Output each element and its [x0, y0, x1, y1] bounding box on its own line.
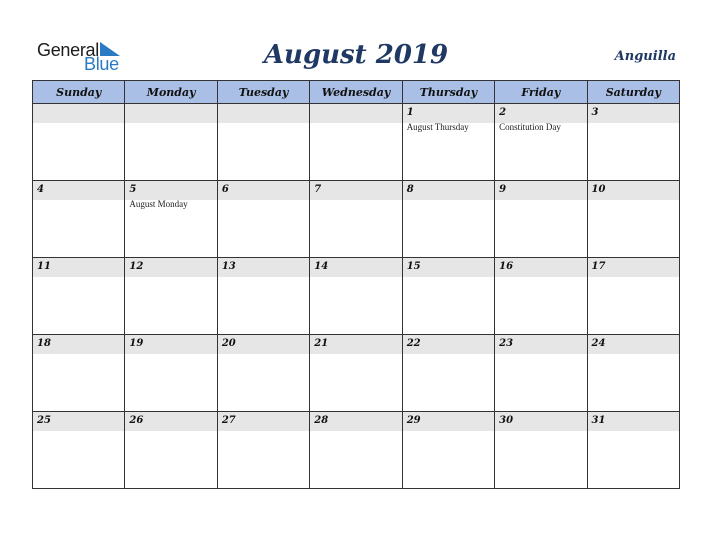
day-number: 21 [314, 338, 329, 349]
day-cell [33, 335, 125, 412]
day-number-bar [218, 181, 309, 200]
day-number: 9 [499, 184, 507, 195]
day-number-bar [310, 412, 401, 431]
day-number: 19 [129, 338, 144, 349]
day-cell [495, 335, 587, 412]
day-cell [587, 258, 679, 335]
day-number: 25 [37, 415, 51, 426]
week-row [33, 181, 680, 258]
day-number-bar [218, 412, 309, 431]
day-number: 26 [129, 415, 144, 426]
day-number: 7 [314, 184, 322, 195]
day-cell [587, 181, 679, 258]
day-number: 8 [406, 184, 414, 195]
day-cell [310, 104, 402, 181]
day-number: 14 [314, 261, 329, 272]
day-number: 15 [406, 261, 421, 272]
day-number-bar [125, 412, 216, 431]
calendar-body [33, 104, 680, 489]
day-cell [125, 258, 217, 335]
day-number: 20 [221, 338, 236, 349]
day-number-bar [495, 181, 586, 200]
weekday-sunday: Sunday [33, 81, 125, 104]
day-number-bar [33, 258, 124, 277]
day-cell [310, 412, 402, 489]
day-number-bar [403, 412, 494, 431]
day-cell [402, 181, 494, 258]
day-cell [402, 104, 494, 181]
week-row [33, 335, 680, 412]
day-number-bar [495, 104, 586, 123]
day-number: 31 [591, 415, 606, 426]
day-number-bar [588, 412, 679, 431]
day-number: 10 [591, 184, 606, 195]
day-number-bar [588, 181, 679, 200]
day-number-bar [33, 181, 124, 200]
day-number-bar [495, 412, 586, 431]
day-number-bar [310, 335, 401, 354]
day-number: 3 [591, 107, 599, 118]
day-number-bar [310, 104, 401, 123]
day-number-bar [33, 335, 124, 354]
day-cell [33, 181, 125, 258]
day-number-bar [495, 258, 586, 277]
day-cell [217, 412, 309, 489]
holiday-label: Constitution Day [499, 122, 561, 132]
day-cell [217, 258, 309, 335]
day-cell [495, 412, 587, 489]
day-cell [402, 335, 494, 412]
day-number: 30 [499, 415, 514, 426]
day-cell [33, 258, 125, 335]
day-number-bar [495, 335, 586, 354]
day-number: 23 [499, 338, 514, 349]
day-number: 11 [37, 261, 51, 272]
day-number-bar [588, 335, 679, 354]
day-number: 13 [221, 261, 236, 272]
weekday-saturday: Saturday [587, 81, 679, 104]
day-number: 1 [406, 107, 414, 118]
weekday-tuesday: Tuesday [217, 81, 309, 104]
weekday-thursday: Thursday [402, 81, 494, 104]
day-number-bar [310, 258, 401, 277]
day-number-bar [125, 258, 216, 277]
day-cell [125, 104, 217, 181]
day-number-bar [33, 412, 124, 431]
day-number-bar [125, 104, 216, 123]
day-cell [587, 412, 679, 489]
week-row [33, 104, 680, 181]
calendar-title: August 2019 [263, 40, 449, 70]
week-row [33, 412, 680, 489]
day-number-bar [403, 181, 494, 200]
day-number: 18 [37, 338, 51, 349]
day-number: 12 [129, 261, 144, 272]
day-cell [495, 181, 587, 258]
day-number: 5 [129, 184, 137, 195]
day-cell [495, 104, 587, 181]
holiday-label: August Thursday [406, 122, 469, 132]
logo-word-general: General [37, 40, 99, 60]
day-cell [217, 104, 309, 181]
day-cell [217, 335, 309, 412]
day-cell [33, 104, 125, 181]
day-cell [402, 412, 494, 489]
day-number: 28 [314, 415, 329, 426]
weekday-friday: Friday [495, 81, 587, 104]
day-number-bar [125, 335, 216, 354]
weekday-wednesday: Wednesday [310, 81, 402, 104]
week-row [33, 258, 680, 335]
day-cell [402, 258, 494, 335]
day-cell [495, 258, 587, 335]
day-number: 29 [406, 415, 421, 426]
country-name: Anguilla [614, 49, 676, 64]
holiday-label: August Monday [129, 199, 188, 209]
day-cell [125, 335, 217, 412]
day-cell [310, 181, 402, 258]
day-cell [587, 104, 679, 181]
day-number: 27 [221, 415, 236, 426]
day-number-bar [218, 104, 309, 123]
day-number-bar [125, 181, 216, 200]
day-cell [125, 181, 217, 258]
day-number: 4 [37, 184, 44, 195]
day-cell [587, 335, 679, 412]
day-number-bar [218, 335, 309, 354]
day-number-bar [588, 258, 679, 277]
day-number-bar [403, 335, 494, 354]
weekday-monday: Monday [125, 81, 217, 104]
day-number: 16 [499, 261, 514, 272]
logo-word-blue: Blue [84, 54, 119, 74]
day-number: 24 [591, 338, 606, 349]
day-cell [125, 412, 217, 489]
day-number: 2 [499, 107, 507, 118]
day-number-bar [310, 181, 401, 200]
day-number: 17 [591, 261, 606, 272]
weekday-header-row [33, 81, 680, 104]
day-cell [217, 181, 309, 258]
day-number: 6 [221, 184, 229, 195]
day-number-bar [33, 104, 124, 123]
day-cell [310, 335, 402, 412]
day-number-bar [403, 258, 494, 277]
calendar-grid [32, 80, 680, 489]
day-cell [310, 258, 402, 335]
day-number: 22 [406, 338, 421, 349]
day-cell [33, 412, 125, 489]
day-number-bar [588, 104, 679, 123]
day-number-bar [218, 258, 309, 277]
day-number-bar [403, 104, 494, 123]
